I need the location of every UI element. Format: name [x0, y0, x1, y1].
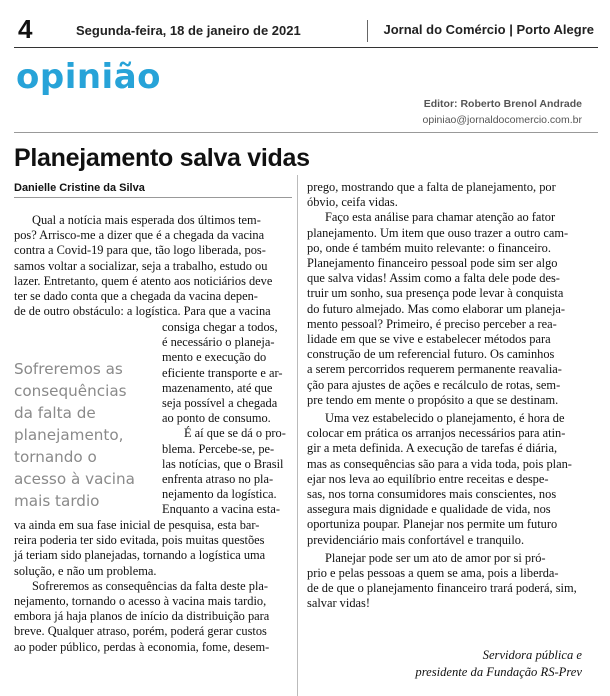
column-divider — [297, 175, 298, 696]
col1-mid-text — [162, 320, 292, 518]
text-line: embora já haja planos de início da distribuição para — [14, 609, 270, 624]
text-line: las notícias, que o Brasil — [162, 456, 284, 471]
text-line: já teriam sido planejadas, tornando a logística uma — [14, 548, 266, 563]
text-line: seja possível a chegada — [162, 396, 278, 411]
header-rule — [14, 47, 598, 48]
text-line: nejamento, tornando o acesso à vacina mais tardio, — [14, 594, 267, 609]
author-signature — [415, 647, 582, 681]
text-line: construção de um referencial futuro. Os caminhos — [307, 347, 555, 362]
col1-top-text — [14, 213, 292, 319]
col2-text — [307, 180, 583, 612]
text-line: do futuro almejado. Mas como elaborar um planeja- — [307, 301, 566, 316]
col1-bottom-text — [14, 518, 292, 655]
text-line: prio e pelas pessoas a quem se ama, pois a liberda- — [307, 566, 559, 581]
text-line: sas, nos torna consumidores mais conscientes, nos — [307, 487, 557, 502]
text-line: salvar vidas! — [307, 596, 370, 611]
author-rule — [14, 197, 292, 198]
text-line: lidade em que se vive e estabelecer métodos para — [307, 332, 551, 347]
text-line: breve. Qualquer atraso, porém, poderá gerar custos — [14, 624, 267, 639]
publication-date: Segunda-feira, 18 de janeiro de 2021 — [76, 23, 301, 38]
text-line: Sofreremos as consequências da falta deste pla- — [32, 578, 269, 593]
text-line: Enquanto a vacina esta- — [162, 502, 281, 517]
text-line: samos voltar a socializar, seja a trabalho, estudo ou — [14, 258, 268, 273]
text-line: enfrenta atraso no pla- — [162, 472, 274, 487]
text-line: colocar em prática os arranjos necessários para atin- — [307, 426, 566, 441]
text-line: planejamento. Um item que ouso trazer a outro cam- — [307, 225, 569, 240]
text-line: pre tendo em mente o propósito a que se destinam. — [307, 392, 559, 407]
page-header — [0, 0, 610, 46]
text-line: ter se dado conta que a chegada da vacina depen- — [14, 289, 258, 304]
text-line: lazer. Entretanto, quem é atento aos noticiários deve — [14, 273, 273, 288]
text-line: mento pessoal? Primeiro, é preciso perceber a rea- — [307, 316, 557, 331]
text-line: que salva vidas! Assim como a falta dele pode des- — [307, 271, 560, 286]
text-line: pos? Arrisco-me a dizer que é a chegada da vacina — [14, 228, 265, 243]
text-line: de de outro obstáculo: a logística. Para que a vacina — [14, 304, 271, 319]
text-line: é necessário o planeja- — [162, 335, 275, 350]
text-line: Uma vez estabelecido o planejamento, é hora de — [325, 411, 565, 426]
text-line: nejamento da logística. — [162, 487, 277, 502]
text-line: prego, mostrando que a falta de planejamento, por — [307, 180, 556, 194]
text-line: ejar nos leva ao equilíbrio entre receitas e despe- — [307, 471, 549, 486]
text-line: ção para ajustes de ações e recálculo de rotas, sem- — [307, 377, 561, 392]
article-author: Danielle Cristine da Silva — [14, 182, 145, 194]
editor-line: Editor: Roberto Brenol Andrade — [423, 98, 582, 110]
text-line: eficiente transporte e ar- — [162, 365, 283, 380]
text-line: mento e execução do — [162, 350, 267, 365]
signature-line: Servidora pública e — [482, 648, 582, 662]
header-divider — [367, 20, 368, 42]
text-line: Planejamento financeiro pessoal pode sim ser algo — [307, 256, 558, 271]
text-line: solução, e não um problema. — [14, 563, 157, 578]
text-line: po, onde é também muito relevante: o financeiro. — [307, 240, 551, 255]
text-line: va ainda em sua fase inicial de pesquisa, esta bar- — [14, 518, 260, 532]
text-line: Faço esta análise para chamar atenção ao fator — [325, 210, 556, 225]
text-line: É aí que se dá o pro- — [184, 426, 286, 441]
signature-line: presidente da Fundação RS-Prev — [415, 665, 582, 679]
section-title: opinião — [16, 57, 162, 97]
text-line: a serem percorridos requerem permanente reavalia- — [307, 362, 562, 377]
text-line: ao poder público, perdas à economia, fome, desem- — [14, 639, 270, 654]
text-line: blema. Percebe-se, pe- — [162, 441, 275, 456]
text-line: reira poderia ter sido evitada, pois muitas questões — [14, 533, 265, 548]
text-line: previdenciário mais confortável e tranquilo. — [307, 532, 525, 547]
text-line: consiga chegar a todos, — [162, 320, 278, 334]
text-line: Qual a notícia mais esperada dos últimos tem- — [32, 213, 261, 227]
text-line: oportuniza poupar. Planejar nos permite um futuro — [307, 517, 558, 532]
text-line: gir a meta definida. A execução de tarefas é diária, — [307, 441, 558, 456]
page-number: 4 — [18, 14, 33, 44]
text-line: ao ponto de consumo. — [162, 411, 271, 426]
editor-email: opiniao@jornaldocomercio.com.br — [422, 114, 582, 126]
text-line: mas as consequências são para a vida toda, pois plan- — [307, 456, 572, 471]
text-line: contra a Covid-19 para que, tão logo liberada, pos- — [14, 243, 266, 258]
article-title: Planejamento salva vidas — [14, 144, 310, 172]
section-rule — [14, 132, 598, 133]
text-line: de de que o planejamento financeiro trará poderá, sim, — [307, 581, 577, 596]
pull-quote: Sofreremos as consequências da falta de planejamento, tornando o acesso à vacina mais tardio — [14, 360, 135, 510]
newspaper-name: Jornal do Comércio | Porto Alegre — [383, 22, 594, 37]
text-line: assegura mais dignidade e qualidade de vida, nos — [307, 502, 551, 517]
text-line: mazenamento, até que — [162, 380, 273, 395]
text-line: truir um sonho, sua presença pode levar à conquista — [307, 286, 564, 301]
text-line: óbvio, ceifa vidas. — [307, 195, 398, 210]
text-line: Planejar pode ser um ato de amor por si pró- — [325, 550, 546, 565]
